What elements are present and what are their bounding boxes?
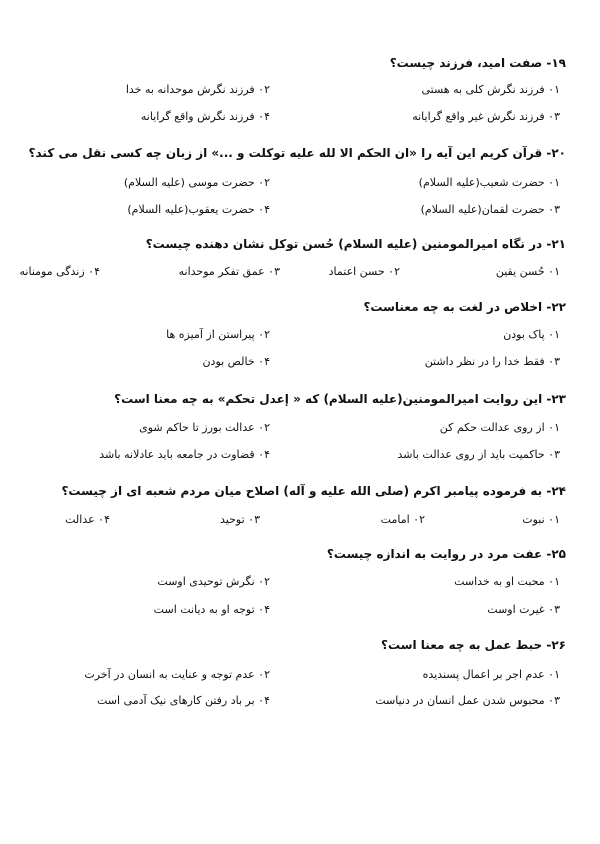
option-4[interactable]: ۰۴ حضرت یعقوب(علیه السلام) xyxy=(127,203,270,216)
options-row xyxy=(0,176,600,196)
question-text: ۲۱- در نگاه امیرالمومنین (علیه السلام) حُسن توکل نشان دهنده چیست؟ xyxy=(145,237,566,251)
option-2[interactable]: ۰۲ حسن اعتماد xyxy=(328,265,400,278)
option-4[interactable]: ۰۴ عدالت xyxy=(65,513,110,526)
option-4[interactable]: ۰۴ فرزند نگرش واقع گرایانه xyxy=(140,110,270,123)
question-24 xyxy=(0,483,600,503)
option-1[interactable]: ۰۱ پاک بودن xyxy=(503,328,560,341)
question-19 xyxy=(0,55,600,75)
option-2[interactable]: ۰۲ حضرت موسی (علیه السلام) xyxy=(123,176,270,189)
option-2[interactable]: ۰۲ نگرش توحیدی اوست xyxy=(157,575,270,588)
question-text: ۲۶- حبط عمل به چه معنا است؟ xyxy=(381,638,566,652)
question-25 xyxy=(0,546,600,566)
option-3[interactable]: ۰۳ غیرت اوست xyxy=(487,603,560,616)
question-text: ۲۵- عفت مرد در روایت به اندازه چیست؟ xyxy=(326,547,566,561)
options-row xyxy=(0,513,600,533)
options-row xyxy=(0,603,600,623)
options-row xyxy=(0,694,600,714)
option-4[interactable]: ۰۴ خالص بودن xyxy=(202,355,270,368)
option-3[interactable]: ۰۳ فرزند نگرش غیر واقع گرایانه xyxy=(412,110,560,123)
options-row xyxy=(0,355,600,375)
options-row xyxy=(0,421,600,441)
option-3[interactable]: ۰۳ فقط خدا را در نظر داشتن xyxy=(424,355,560,368)
option-1[interactable]: ۰۱ حضرت شعیب(علیه السلام) xyxy=(418,176,560,189)
option-3[interactable]: ۰۳ حضرت لقمان(علیه السلام) xyxy=(420,203,560,216)
question-22 xyxy=(0,299,600,319)
options-row xyxy=(0,328,600,348)
option-4[interactable]: ۰۴ بر باد رفتن کارهای نیک آدمی است xyxy=(97,694,270,707)
option-1[interactable]: ۰۱ حُسن یقین xyxy=(495,265,560,278)
option-2[interactable]: ۰۲ عدم توجه و عنایت به انسان در آخرت xyxy=(84,668,270,681)
option-1[interactable]: ۰۱ عدم اجر بر اعمال پسندیده xyxy=(422,668,560,681)
question-26 xyxy=(0,637,600,657)
option-4[interactable]: ۰۴ توجه او به دیانت است xyxy=(153,603,270,616)
question-text: ۲۴- به فرموده پیامبر اکرم (صلی الله علیه و آله) اصلاح میان مردم شعبه ای از چیست؟ xyxy=(61,484,566,498)
option-1[interactable]: ۰۱ از روی عدالت حکم کن xyxy=(439,421,560,434)
options-row xyxy=(0,448,600,468)
option-3[interactable]: ۰۳ عمق تفکر موحدانه xyxy=(178,265,280,278)
question-23 xyxy=(0,391,600,411)
options-row xyxy=(0,668,600,688)
option-1[interactable]: ۰۱ نبوت xyxy=(522,513,560,526)
question-text: ۲۳- این روایت امیرالمومنین(علیه السلام) که « إعدل تحکم» به چه معنا است؟ xyxy=(114,392,566,406)
options-row xyxy=(0,110,600,130)
option-2[interactable]: ۰۲ پیراستن از آمیزه ها xyxy=(166,328,270,341)
question-text: ۱۹- صفت امید، فرزند چیست؟ xyxy=(389,56,566,70)
option-1[interactable]: ۰۱ فرزند نگرش کلی به هستی xyxy=(421,83,560,96)
question-21 xyxy=(0,236,600,256)
option-2[interactable]: ۰۲ عدالت بورز تا حاکم شوی xyxy=(139,421,270,434)
option-4[interactable]: ۰۴ زندگی مومنانه xyxy=(19,265,100,278)
option-3[interactable]: ۰۳ حاکمیت باید از روی عدالت باشد xyxy=(397,448,560,461)
option-4[interactable]: ۰۴ قضاوت در جامعه باید عادلانه باشد xyxy=(99,448,270,461)
options-row xyxy=(0,265,600,285)
option-1[interactable]: ۰۱ محبت او به خداست xyxy=(454,575,560,588)
options-row xyxy=(0,575,600,595)
option-3[interactable]: ۰۳ محبوس شدن عمل انسان در دنیاست xyxy=(375,694,560,707)
option-2[interactable]: ۰۲ امامت xyxy=(380,513,425,526)
question-text: ۲۰- قرآن کریم این آیه را «ان الحکم الا لله علیه توکلت و ...» از زبان چه کسی نقل می کند؟ xyxy=(28,146,566,160)
option-3[interactable]: ۰۳ توحید xyxy=(220,513,260,526)
options-row xyxy=(0,203,600,223)
question-20 xyxy=(0,145,600,165)
question-text: ۲۲- اخلاص در لغت به چه معناست؟ xyxy=(363,300,566,314)
options-row xyxy=(0,83,600,103)
option-2[interactable]: ۰۲ فرزند نگرش موحدانه به خدا xyxy=(125,83,270,96)
